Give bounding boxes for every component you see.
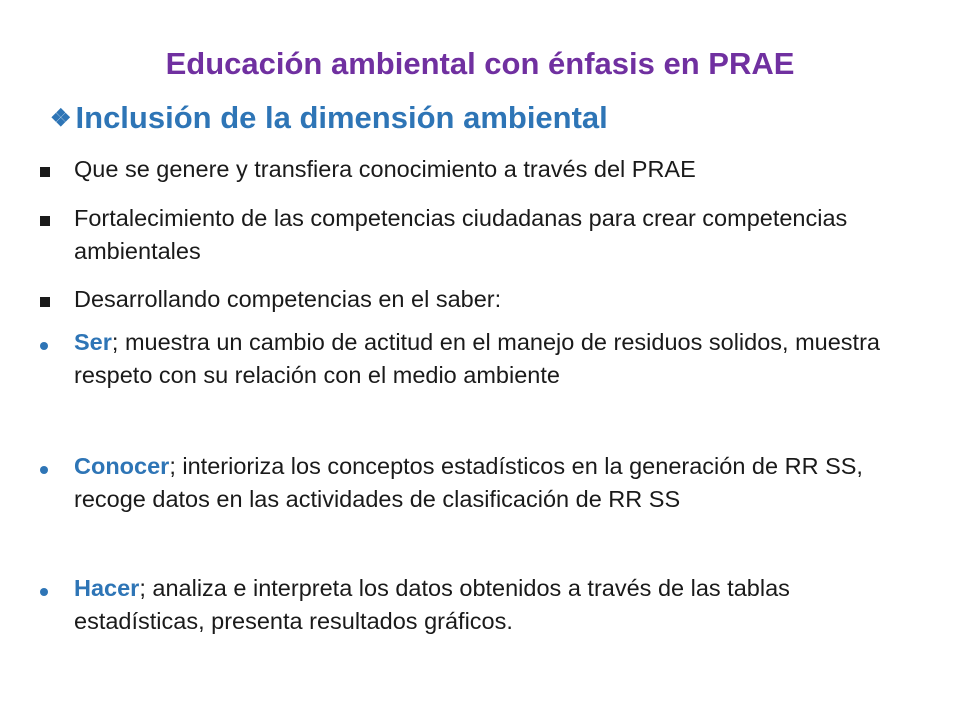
bullet-description: ; muestra un cambio de actitud en el manejo de residuos solidos, muestra respeto con su relación con el medio ambiente [74, 329, 880, 388]
slide-title: Educación ambiental con énfasis en PRAE [165, 46, 795, 81]
four-diamond-icon: ❖ [50, 105, 72, 132]
bullet-text [74, 572, 920, 638]
square-list-item-text: Desarrollando competencias en el saber: [74, 286, 502, 312]
square-list-item-text: Fortalecimiento de las competencias ciudadanas para crear competencias ambientales [74, 205, 848, 264]
bullet-list-item [40, 572, 920, 638]
square-list-item [40, 153, 920, 186]
square-list-item-text: Que se genere y transfiera conocimiento a través del PRAE [74, 156, 696, 182]
round-bullet-icon [40, 572, 48, 605]
square-list-item [40, 202, 920, 268]
bullet-keyword: Hacer [74, 575, 140, 601]
bullet-description: ; analiza e interpreta los datos obtenidos a través de las tablas estadísticas, presenta resultados gráficos. [74, 575, 790, 634]
square-bullet-icon [40, 153, 50, 186]
bullet-keyword: Conocer [74, 453, 170, 479]
bullet-text [74, 450, 920, 516]
round-bullet-icon [40, 326, 48, 359]
bullet-text [74, 326, 920, 392]
bullet-list-item [40, 450, 920, 516]
bullet-keyword: Ser [74, 329, 112, 355]
bullet-description: ; interioriza los conceptos estadísticos en la generación de RR SS, recoge datos en las actividades de clasificación de RR SS [74, 453, 863, 512]
square-bullet-icon [40, 202, 50, 235]
section-heading [50, 100, 608, 136]
bullet-list-item [40, 326, 920, 392]
square-list-item [40, 283, 920, 316]
round-bullet-icon [40, 450, 48, 483]
square-bullet-icon [40, 283, 50, 316]
section-heading-text: Inclusión de la dimensión ambiental [75, 100, 608, 135]
